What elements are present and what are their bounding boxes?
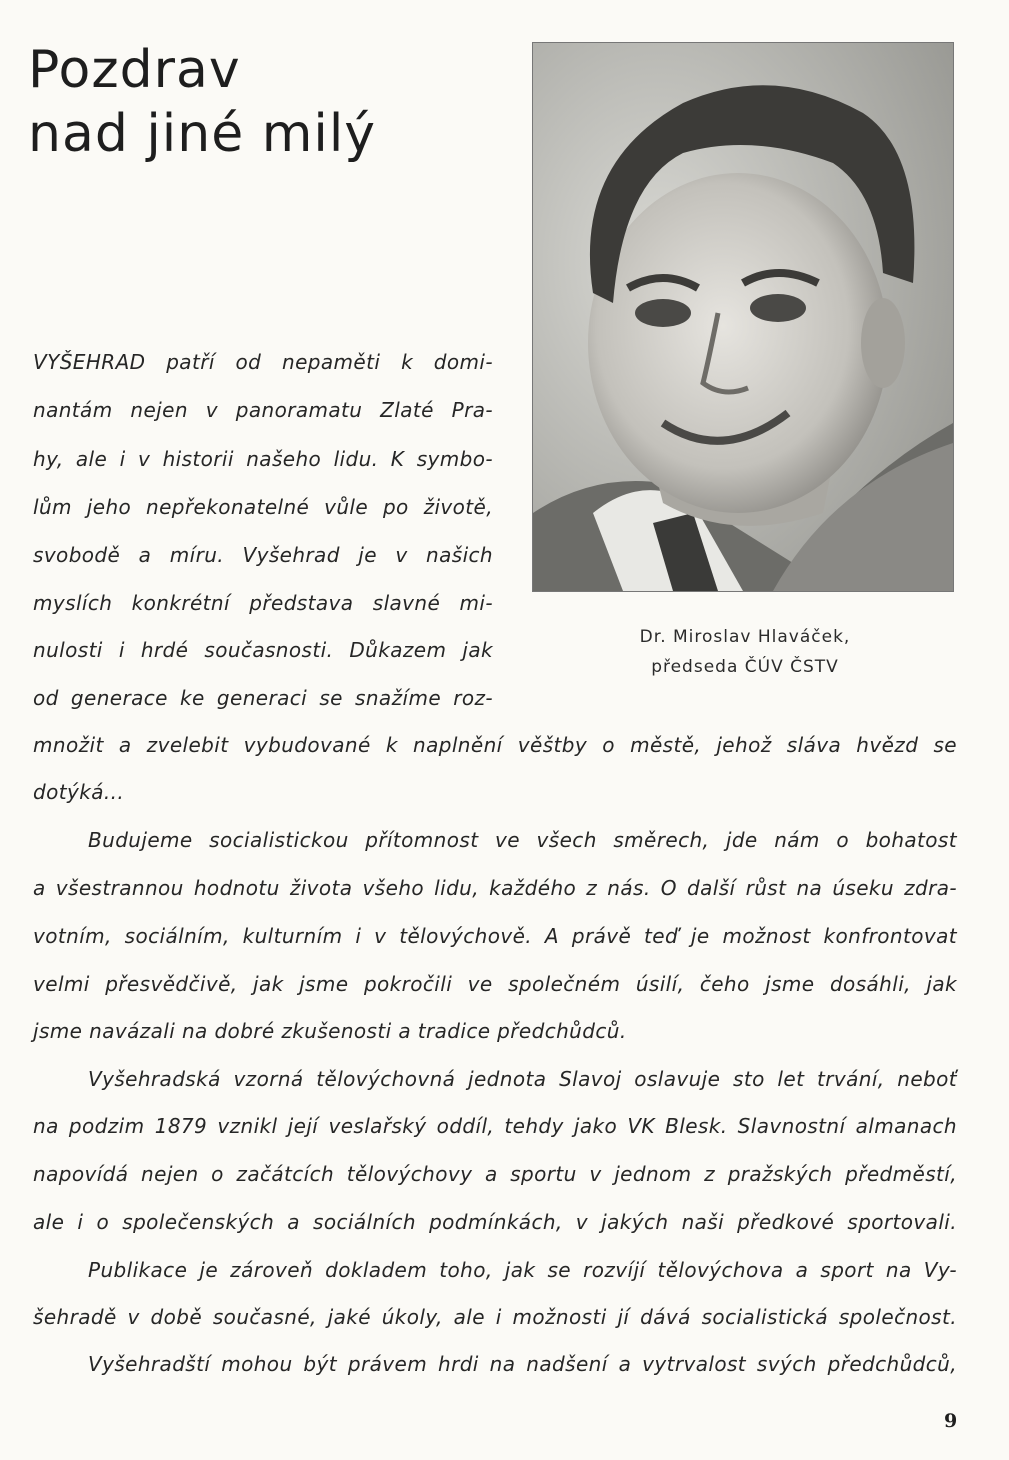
body-line: svobodě a míru. Vyšehrad je v našich	[33, 543, 493, 567]
body-line: Publikace je zároveň dokladem toho, jak se rozvíjí tělovýchova a sport na Vy-	[88, 1258, 957, 1282]
portrait-image	[533, 43, 953, 591]
body-line: jsme navázali na dobré zkušenosti a tradice předchůdců.	[33, 1019, 627, 1043]
body-line: myslích konkrétní představa slavné mi-	[33, 591, 493, 615]
portrait-photo	[532, 42, 954, 592]
body-line: šehradě v době současné, jaké úkoly, ale i možnosti jí dává socialistická společnost.	[33, 1305, 957, 1329]
body-line: Budujeme socialistickou přítomnost ve všech směrech, jde nám o bohatost	[88, 828, 957, 852]
body-line: napovídá nejen o začátcích tělovýchovy a sportu v jednom z pražských předměstí,	[33, 1162, 957, 1186]
body-line: hy, ale i v historii našeho lidu. K symbo-	[33, 447, 493, 471]
photo-caption	[560, 622, 930, 682]
body-line: od generace ke generaci se snažíme roz-	[33, 686, 493, 710]
body-line: nulosti i hrdé současnosti. Důkazem jak	[33, 638, 493, 662]
body-line: Vyšehradští mohou být právem hrdi na nadšení a vytrvalost svých předchůdců,	[88, 1352, 957, 1376]
body-line: velmi přesvědčivě, jak jsme pokročili ve společném úsilí, čeho jsme dosáhli, jak	[33, 972, 957, 996]
body-line: votním, sociálním, kulturním i v tělovýchově. A právě teď je možnost konfrontovat	[33, 924, 957, 948]
body-line: množit a zvelebit vybudované k naplnění věštby o městě, jehož sláva hvězd se	[33, 733, 957, 757]
body-line: Vyšehradská vzorná tělovýchovná jednota Slavoj oslavuje sto let trvání, neboť	[88, 1067, 957, 1091]
body-line: nantám nejen v panoramatu Zlaté Pra-	[33, 398, 493, 422]
title-line-2: nad jiné milý	[28, 104, 377, 164]
caption-role: předseda ČÚV ČSTV	[651, 657, 839, 677]
caption-name: Dr. Miroslav Hlaváček,	[639, 627, 851, 647]
body-line: dotýká...	[33, 780, 125, 804]
page-number: 9	[944, 1410, 958, 1432]
body-line: na podzim 1879 vznikl její veslařský oddíl, tehdy jako VK Blesk. Slavnostní almanach	[33, 1114, 957, 1138]
body-line: ale i o společenských a sociálních podmínkách, v jakých naši předkové sportovali.	[33, 1210, 957, 1234]
title-line-1: Pozdrav	[28, 40, 241, 100]
body-line: lům jeho nepřekonatelné vůle po životě,	[33, 495, 493, 519]
page-title	[28, 38, 376, 166]
body-line: a všestrannou hodnotu života všeho lidu, každého z nás. O další růst na úseku zdra-	[33, 876, 957, 900]
body-line: VYŠEHRAD patří od nepaměti k domi-	[33, 350, 493, 374]
